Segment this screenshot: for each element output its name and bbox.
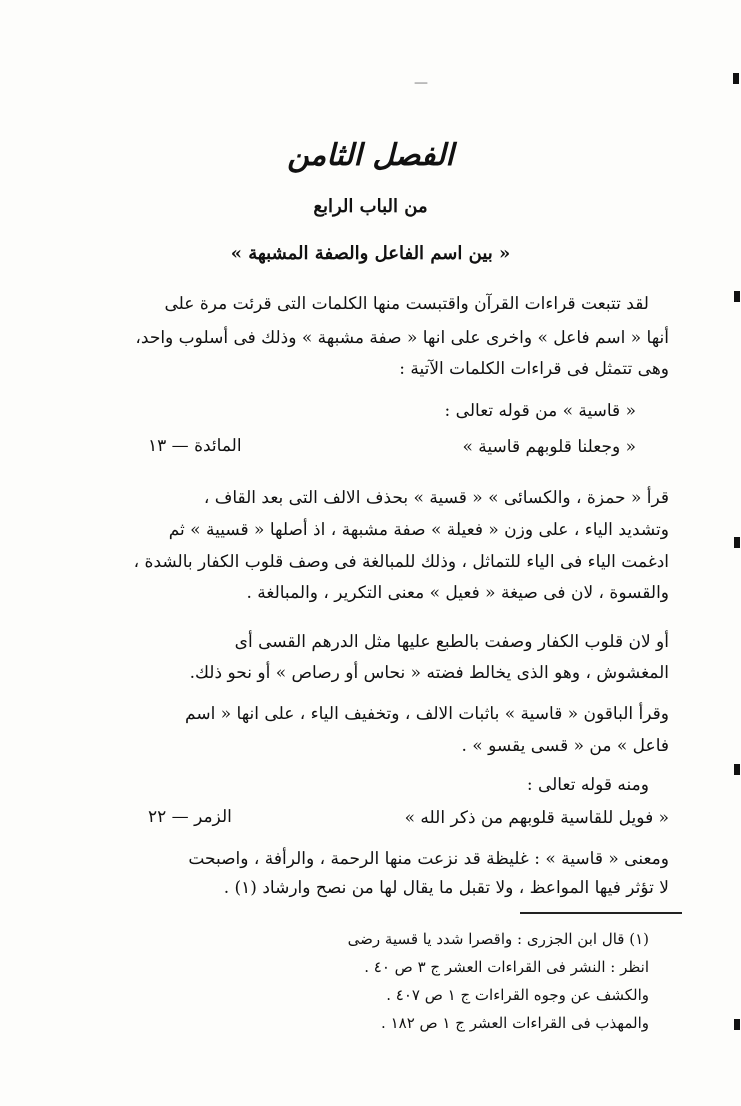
- scan-edge-mark: [734, 1019, 740, 1030]
- paragraph-line: فاعل » من « قسى يقسو » .: [461, 736, 669, 756]
- verse-reference: الزمر — ٢٢: [148, 807, 232, 827]
- paragraph-line: والقسوة ، لان فى صيغة « فعيل » معنى التكرير ، والمبالغة .: [246, 583, 669, 603]
- example-intro: ومنه قوله تعالى :: [526, 775, 649, 795]
- paragraph-line: ومعنى « قاسية » : غليظة قد نزعت منها الرحمة ، والرأفة ، واصبحت: [188, 849, 669, 869]
- paragraph-line: لقد تتبعت قراءات القرآن واقتبست منها الكلمات التى قرئت مرة على: [164, 294, 649, 314]
- paragraph-line: أو لان قلوب الكفار وصفت بالطبع عليها مثل الدرهم القسى أى: [234, 632, 669, 652]
- scan-edge-mark: [734, 764, 740, 775]
- paragraph-line: وقرأ الباقون « قاسية » باثبات الالف ، وتخفيف الياء ، على انها « اسم: [185, 704, 669, 724]
- example-intro: « قاسية » من قوله تعالى :: [444, 401, 636, 421]
- paragraph-line: وهى تتمثل فى قراءات الكلمات الآتية :: [399, 359, 669, 379]
- paragraph-line: لا تؤثر فيها المواعظ ، ولا تقبل ما يقال لها من نصح وارشاد (١) .: [223, 878, 669, 898]
- paragraph-line: المغشوش ، وهو الذى يخالط فضته « نحاس أو رصاص » أو نحو ذلك.: [189, 663, 669, 683]
- footnote-line: والكشف عن وجوه القراءات ج ١ ص ٤٠٧ .: [386, 986, 649, 1004]
- subsection-title: « بين اسم الفاعل والصفة المشبهة »: [230, 243, 511, 264]
- scan-edge-mark: [733, 73, 739, 84]
- footnote-line: انظر : النشر فى القراءات العشر ج ٣ ص ٤٠ .: [364, 958, 649, 976]
- quranic-verse: « وجعلنا قلوبهم قاسية »: [462, 437, 636, 457]
- footnote-divider: [520, 912, 682, 914]
- scan-edge-mark: [734, 291, 740, 302]
- paragraph-line: وتشديد الياء ، على وزن « فعيلة » صفة مشبهة ، اذ أصلها « قسيية » ثم: [168, 520, 669, 540]
- footnote-line: (١) قال ابن الجزرى : واقصرا شدد يا قسية رضى: [347, 930, 649, 948]
- paragraph-line: قرأ « حمزة ، والكسائى » « قسية » بحذف الالف التى بعد القاف ،: [203, 488, 669, 508]
- footnote-line: والمهذب فى القراءات العشر ج ١ ص ١٨٢ .: [381, 1014, 649, 1032]
- quranic-verse: « فويل للقاسية قلوبهم من ذكر الله »: [404, 808, 669, 828]
- verse-reference: المائدة — ١٣: [148, 436, 242, 456]
- section-title: من الباب الرابع: [313, 196, 428, 217]
- scan-edge-mark: [734, 537, 740, 548]
- top-mark: —: [414, 75, 428, 91]
- chapter-title: الفصل الثامن: [287, 138, 454, 173]
- paragraph-line: أنها « اسم فاعل » واخرى على انها « صفة مشبهة » وذلك فى أسلوب واحد،: [135, 328, 669, 348]
- paragraph-line: ادغمت الياء فى الياء للتماثل ، وذلك للمبالغة فى وصف قلوب الكفار بالشدة ،: [133, 552, 669, 572]
